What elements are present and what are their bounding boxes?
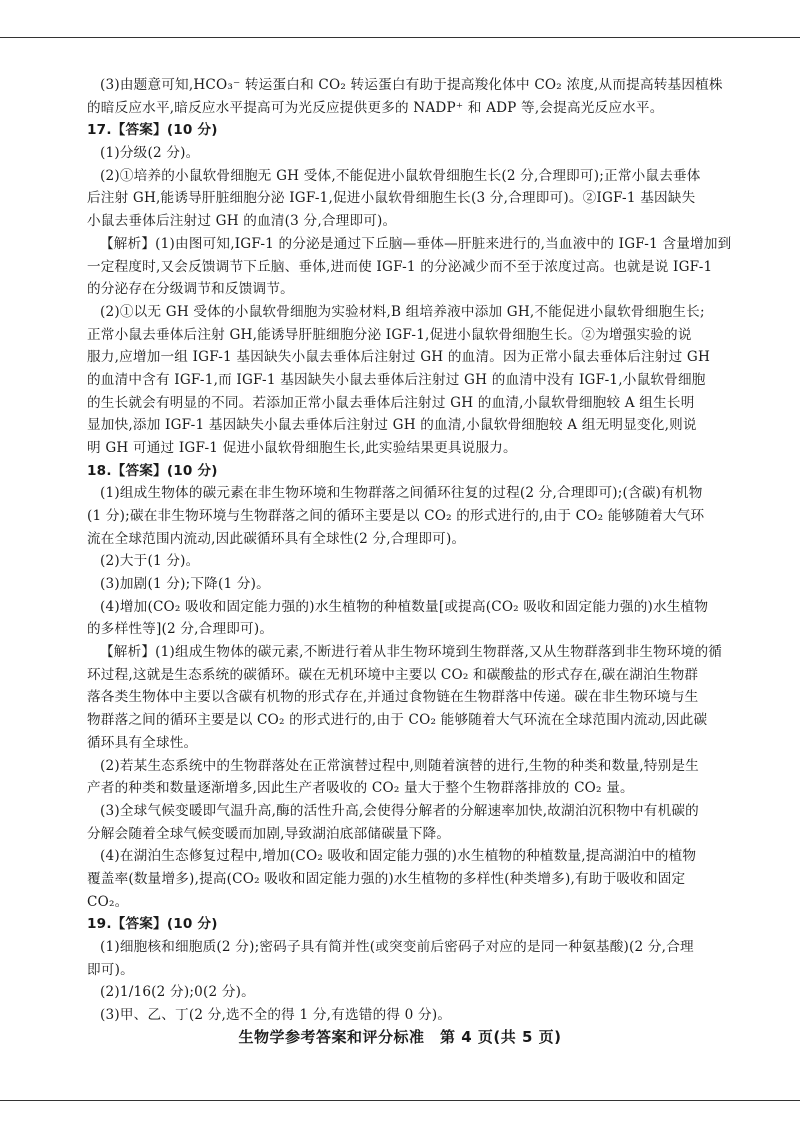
text-line: (3)甲、乙、丁(2 分,选不全的得 1 分,有选错的得 0 分)。 — [100, 1007, 452, 1023]
text-line: 流在全球范围内流动,因此碳循环具有全球性(2 分,合理即可)。 — [87, 530, 466, 547]
bottom-rule — [0, 1100, 800, 1101]
text-line: 产者的种类和数量逐渐增多,因此生产者吸收的 CO₂ 量大于整个生物群落排放的 CO₂ 量。 — [87, 780, 634, 797]
text-line: (2)大于(1 分)。 — [100, 553, 200, 570]
text-line: 分解会随着全球气候变暖而加剧,导致湖泊底部储碳量下降。 — [87, 825, 451, 842]
text-line: (3)加剧(1 分);下降(1 分)。 — [100, 576, 270, 592]
text-line: 显加快,添加 IGF-1 基因缺失小鼠去垂体后注射过 GH 的血清,小鼠软骨细胞较 A 组无明显变化,则说 — [87, 417, 697, 434]
text-line: 一定程度时,又会反馈调节下丘脑、垂体,进而使 IGF-1 的分泌减少而不至于浓度过高。也就是说 IGF-1 — [87, 258, 713, 275]
text-line: (3)由题意可知,HCO₃⁻ 转运蛋白和 CO₂ 转运蛋白有助于提高羧化体中 CO₂ 浓度,从而提高转基因植株 — [100, 77, 723, 93]
text-line: (1)细胞核和细胞质(2 分);密码子具有简并性(或突变前后密码子对应的是同一种氨基酸)(2 分,合理 — [100, 939, 694, 955]
question-heading: 17.【答案】(10 分) — [87, 122, 218, 139]
question-heading: 19.【答案】(10 分) — [87, 916, 218, 933]
text-line: (2)①培养的小鼠软骨细胞无 GH 受体,不能促进小鼠软骨细胞生长(2 分,合理即可);正常小鼠去垂体 — [100, 167, 701, 184]
text-line: (3)全球气候变暖即气温升高,酶的活性升高,会使得分解者的分解速率加快,故湖泊沉积物中有机碳的 — [100, 802, 699, 819]
text-line: 服力,应增加一组 IGF-1 基因缺失小鼠去垂体后注射过 GH 的血清。因为正常小鼠去垂体后注射过 GH — [87, 349, 711, 366]
text-line: (2)①以无 GH 受体的小鼠软骨细胞为实验材料,B 组培养液中添加 GH,不能促进小鼠软骨细胞生长; — [100, 303, 705, 320]
text-line: 【解析】(1)由图可知,IGF-1 的分泌是通过下丘脑—垂体—肝脏来进行的,当血液中的 IGF-1 含量增加到 — [100, 235, 732, 252]
page-footer: 生物学参考答案和评分标准 第 4 页(共 5 页) — [238, 1028, 562, 1046]
text-line: (4)在湖泊生态修复过程中,增加(CO₂ 吸收和固定能力强的)水生植物的种植数量,提高湖泊中的植物 — [100, 848, 697, 865]
text-line: 的多样性等](2 分,合理即可)。 — [87, 621, 274, 638]
text-line: (1)分级(2 分)。 — [100, 145, 200, 161]
text-line: (1)组成生物体的碳元素在非生物环境和生物群落之间循环往复的过程(2 分,合理即可);(含碳)有机物 — [100, 485, 703, 502]
text-line: 落各类生物体中主要以含碳有机物的形式存在,并通过食物链在生物群落中传递。碳在非生物环境与生 — [87, 689, 699, 706]
text-line: (2)1/16(2 分);0(2 分)。 — [100, 984, 255, 1001]
text-line: 明 GH 可通过 IGF-1 促进小鼠软骨细胞生长,此实验结果更具说服力。 — [87, 439, 517, 456]
text-line: 的血清中含有 IGF-1,而 IGF-1 基因缺失小鼠去垂体后注射过 GH 的血清中没有 IGF-1,小鼠软骨细胞 — [87, 371, 706, 388]
text-line: 【解析】(1)组成生物体的碳元素,不断进行着从非生物环境到生物群落,又从生物群落到非生物环境的循 — [100, 644, 723, 661]
text-line: 后注射 GH,能诱导肝脏细胞分泌 IGF-1,促进小鼠软骨细胞生长(3 分,合理即可)。②IGF-1 基因缺失 — [87, 190, 696, 207]
question-heading: 18.【答案】(10 分) — [87, 462, 218, 479]
text-line: CO₂。 — [87, 893, 129, 910]
text-line: (1 分);碳在非生物环境与生物群落之间的循环主要是以 CO₂ 的形式进行的,由于 CO₂ 能够随着大气环 — [87, 508, 705, 524]
text-line: 的分泌存在分级调节和反馈调节。 — [87, 281, 294, 298]
text-line: 正常小鼠去垂体后注射 GH,能诱导肝脏细胞分泌 IGF-1,促进小鼠软骨细胞生长。②为增强实验的说 — [87, 326, 692, 343]
text-line: 的生长就会有明显的不同。若添加正常小鼠去垂体后注射过 GH 的血清,小鼠软骨细胞较 A 组生长明 — [87, 394, 695, 411]
text-line: 环过程,这就是生态系统的碳循环。碳在无机环境中主要以 CO₂ 和碳酸盐的形式存在,碳在湖泊生物群 — [87, 666, 699, 683]
text-line: (4)增加(CO₂ 吸收和固定能力强的)水生植物的种植数量[或提高(CO₂ 吸收和固定能力强的)水生植物 — [100, 598, 709, 615]
text-line: 的暗反应水平,暗反应水平提高可为光反应提供更多的 NADP⁺ 和 ADP 等,会提高光反应水平。 — [87, 99, 664, 116]
text-line: 循环具有全球性。 — [87, 734, 198, 751]
text-line: 即可)。 — [87, 961, 134, 978]
text-line: 小鼠去垂体后注射过 GH 的血清(3 分,合理即可)。 — [87, 213, 397, 230]
text-line: 物群落之间的循环主要是以 CO₂ 的形式进行的,由于 CO₂ 能够随着大气环流在全球范围内流动,因此碳 — [87, 712, 708, 729]
text-line: (2)若某生态系统中的生物群落处在正常演替过程中,则随着演替的进行,生物的种类和数量,特别是生 — [100, 757, 699, 774]
text-line: 覆盖率(数量增多),提高(CO₂ 吸收和固定能力强的)水生植物的多样性(种类增多),有助于吸收和固定 — [87, 870, 686, 887]
